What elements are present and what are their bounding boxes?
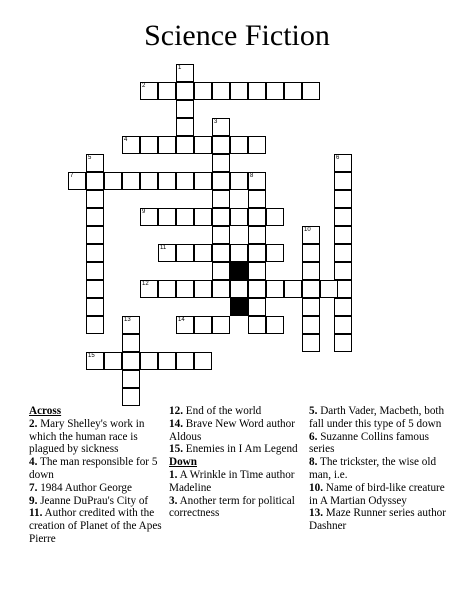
clue-item [309, 405, 449, 431]
clue-item-text: Mary Shelley's work in which the human race is plagued by sickness [29, 417, 145, 456]
grid-cell[interactable] [176, 208, 194, 226]
clue-item [29, 495, 165, 508]
black-square [230, 298, 248, 316]
grid-cell[interactable] [194, 352, 212, 370]
clue-item-text: The trickster, the wise old man, i.e. [309, 456, 437, 481]
grid-cell[interactable] [140, 82, 158, 100]
grid-cell[interactable] [212, 190, 230, 208]
grid-cell[interactable] [334, 298, 352, 316]
grid-cell[interactable] [334, 226, 352, 244]
grid-cell[interactable] [248, 298, 266, 316]
grid-cell[interactable] [284, 280, 302, 298]
grid-cell[interactable] [212, 316, 230, 334]
across-clue-list-continued [169, 405, 303, 456]
down-clue-list [169, 469, 303, 520]
grid-cell[interactable] [302, 334, 320, 352]
clue-item [29, 418, 165, 456]
grid-cell[interactable] [212, 244, 230, 262]
grid-cell[interactable] [122, 352, 140, 370]
clue-item-number: 7. [29, 481, 38, 494]
clue-item-text: Name of bird-like creature in A Martian Odyssey [309, 481, 445, 507]
clue-number: 10 [304, 227, 311, 233]
clue-item [309, 456, 449, 482]
grid-cell[interactable] [248, 136, 266, 154]
clue-item [29, 482, 165, 495]
clue-number: 7 [70, 173, 74, 179]
grid-cell[interactable] [212, 262, 230, 280]
grid-cell[interactable] [194, 82, 212, 100]
grid-cell[interactable] [176, 316, 194, 334]
clue-number: 14 [178, 317, 185, 323]
clue-item [169, 469, 303, 495]
grid-cell[interactable] [212, 208, 230, 226]
clue-item [169, 495, 303, 521]
clue-item-text: Author credited with the creation of Planet of the Apes Pierre [29, 507, 162, 545]
clue-item [29, 456, 165, 482]
grid-cell[interactable] [194, 136, 212, 154]
clue-item [169, 418, 303, 444]
grid-cell[interactable] [302, 226, 320, 244]
grid-cell[interactable] [248, 82, 266, 100]
grid-cell[interactable] [266, 208, 284, 226]
clue-item-number: 8. [309, 456, 318, 469]
grid-cell[interactable] [248, 172, 266, 190]
grid-cell[interactable] [334, 154, 352, 172]
clue-item-number: 11. [29, 507, 43, 520]
grid-cell[interactable] [334, 262, 352, 280]
grid-cell[interactable] [122, 316, 140, 334]
grid-cell[interactable] [248, 226, 266, 244]
grid-cell[interactable] [266, 82, 284, 100]
clue-item [309, 507, 449, 533]
grid-cell[interactable] [140, 136, 158, 154]
grid-cell[interactable] [104, 352, 122, 370]
grid-cell[interactable] [302, 280, 320, 298]
grid-cell[interactable] [230, 208, 248, 226]
clue-item-number: 3. [169, 494, 178, 507]
grid-cell[interactable] [176, 352, 194, 370]
grid-cell[interactable] [212, 154, 230, 172]
clue-item [29, 507, 165, 545]
clue-item-text: Jeanne DuPrau's City of [37, 494, 149, 507]
grid-cell[interactable] [86, 172, 104, 190]
clue-item-text: Maze Runner series author Dashner [309, 507, 447, 533]
grid-cell[interactable] [194, 280, 212, 298]
grid-cell[interactable] [158, 352, 176, 370]
clue-item-text: Enemies in I Am Legend [182, 443, 298, 456]
grid-cell[interactable] [86, 190, 104, 208]
grid-cell[interactable] [212, 226, 230, 244]
clue-number: 5 [88, 155, 92, 161]
grid-cell[interactable] [158, 136, 176, 154]
clue-number: 8 [250, 173, 254, 179]
grid-cell[interactable] [86, 154, 104, 172]
grid-cell[interactable] [302, 262, 320, 280]
clue-item-number: 4. [29, 456, 38, 469]
clue-item [309, 482, 449, 508]
clue-item-text: Brave New Word author Aldous [169, 417, 295, 443]
grid-cell[interactable] [248, 208, 266, 226]
clue-item-number: 13. [309, 507, 323, 520]
grid-cell[interactable] [122, 136, 140, 154]
clue-number: 13 [124, 317, 131, 323]
grid-cell[interactable] [334, 334, 352, 352]
grid-cell[interactable] [158, 172, 176, 190]
grid-cell[interactable] [302, 82, 320, 100]
clue-item [309, 431, 449, 457]
grid-cell[interactable] [320, 280, 338, 298]
grid-cell[interactable] [334, 172, 352, 190]
grid-cell[interactable] [334, 190, 352, 208]
clue-item-number: 15. [169, 443, 183, 456]
down-clue-list-continued [309, 405, 449, 533]
grid-cell[interactable] [230, 136, 248, 154]
grid-cell[interactable] [176, 100, 194, 118]
grid-cell[interactable] [230, 82, 248, 100]
grid-cell[interactable] [266, 280, 284, 298]
grid-cell[interactable] [176, 136, 194, 154]
clue-item-number: 6. [309, 430, 318, 443]
grid-cell[interactable] [176, 280, 194, 298]
clue-number: 1 [178, 65, 182, 71]
grid-cell[interactable] [122, 334, 140, 352]
across-clue-list [29, 418, 165, 546]
grid-cell[interactable] [122, 172, 140, 190]
clue-item-number: 10. [309, 481, 323, 494]
grid-cell[interactable] [334, 244, 352, 262]
clue-item-text: Suzanne Collins famous series [309, 430, 429, 456]
grid-cell[interactable] [248, 244, 266, 262]
clue-item-number: 12. [169, 405, 183, 417]
grid-cell[interactable] [122, 388, 140, 406]
grid-cell[interactable] [212, 118, 230, 136]
grid-cell[interactable] [302, 298, 320, 316]
clue-item-number: 9. [29, 494, 38, 507]
grid-cell[interactable] [230, 244, 248, 262]
clue-item-text: A Wrinkle in Time author Madeline [169, 468, 295, 494]
clue-item [169, 405, 303, 418]
clue-item [169, 443, 303, 456]
grid-cell[interactable] [86, 208, 104, 226]
clue-item-number: 2. [29, 417, 38, 430]
grid-cell[interactable] [158, 244, 176, 262]
grid-cell[interactable] [104, 172, 122, 190]
grid-cell[interactable] [212, 280, 230, 298]
clue-number: 12 [142, 281, 149, 287]
grid-cell[interactable] [248, 262, 266, 280]
grid-cell[interactable] [86, 262, 104, 280]
clue-item-number: 14. [169, 417, 183, 430]
grid-cell[interactable] [194, 244, 212, 262]
clue-item-text: The man responsible for 5 down [29, 456, 158, 481]
across-heading: Across [29, 405, 62, 417]
grid-cell[interactable] [176, 118, 194, 136]
grid-cell[interactable] [194, 172, 212, 190]
grid-cell[interactable] [194, 316, 212, 334]
clue-column-2 [169, 405, 303, 520]
grid-cell[interactable] [334, 316, 352, 334]
grid-cell[interactable] [194, 208, 212, 226]
clue-number: 9 [142, 209, 146, 215]
clue-number: 11 [160, 245, 167, 251]
grid-cell[interactable] [176, 244, 194, 262]
grid-cell[interactable] [266, 316, 284, 334]
clue-item-number: 1. [169, 468, 178, 481]
grid-cell[interactable] [158, 82, 176, 100]
page-title: Science Fiction [144, 19, 330, 52]
grid-cell[interactable] [176, 82, 194, 100]
clue-item-text: 1984 Author George [37, 481, 132, 494]
grid-cell[interactable] [158, 208, 176, 226]
grid-cell[interactable] [212, 82, 230, 100]
grid-cell[interactable] [302, 316, 320, 334]
clue-number: 6 [336, 155, 340, 161]
grid-cell[interactable] [140, 352, 158, 370]
clue-item-text: End of the world [182, 405, 262, 417]
grid-cell[interactable] [86, 352, 104, 370]
grid-cell[interactable] [68, 172, 86, 190]
grid-cell[interactable] [212, 136, 230, 154]
grid-cell[interactable] [212, 172, 230, 190]
down-heading: Down [169, 456, 197, 469]
grid-cell[interactable] [302, 244, 320, 262]
grid-cell[interactable] [284, 82, 302, 100]
grid-cell[interactable] [248, 280, 266, 298]
grid-cell[interactable] [334, 208, 352, 226]
grid-cell[interactable] [140, 280, 158, 298]
grid-cell[interactable] [266, 244, 284, 262]
clue-number: 15 [88, 353, 95, 359]
grid-cell[interactable] [158, 280, 176, 298]
clue-number: 3 [214, 119, 218, 125]
grid-cell[interactable] [140, 172, 158, 190]
grid-cell[interactable] [248, 190, 266, 208]
grid-cell[interactable] [122, 370, 140, 388]
grid-cell[interactable] [176, 64, 194, 82]
clue-column-1 [29, 405, 165, 546]
clue-column-3 [309, 405, 449, 533]
clue-item-number: 5. [309, 405, 318, 417]
clue-item-text: Darth Vader, Macbeth, both fall under this type of 5 down [309, 405, 445, 430]
grid-cell[interactable] [86, 316, 104, 334]
grid-cell[interactable] [176, 172, 194, 190]
grid-cell[interactable] [86, 298, 104, 316]
clue-number: 4 [124, 137, 128, 143]
black-square [230, 262, 248, 280]
grid-cell[interactable] [86, 280, 104, 298]
grid-cell[interactable] [230, 280, 248, 298]
grid-cell[interactable] [230, 172, 248, 190]
grid-cell[interactable] [86, 244, 104, 262]
grid-cell[interactable] [86, 226, 104, 244]
clue-number: 2 [142, 83, 146, 89]
clue-item-text: Another term for political correctness [169, 494, 295, 520]
grid-cell[interactable] [140, 208, 158, 226]
grid-cell[interactable] [248, 316, 266, 334]
